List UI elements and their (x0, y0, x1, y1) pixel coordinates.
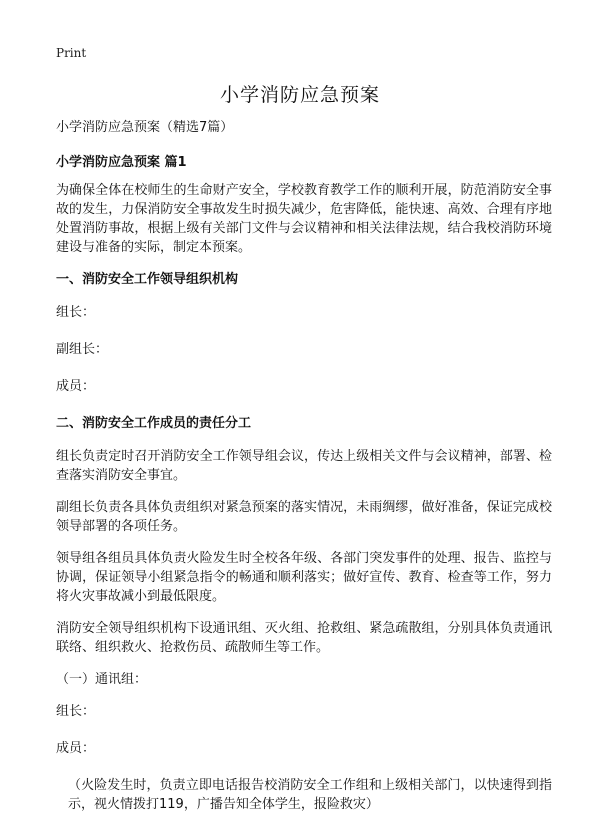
intro-paragraph: 为确保全体在校师生的生命财产安全，学校教育教学工作的顺利开展，防范消防安全事故的发生，力保消防安全事故发生时损失减少，危害降低，能快速、高效、合理有序地处置消防事故，根据上级有关部门文件与会议精神和相关法律法规，结合我校消防环境建设与准备的实际，制定本预案。 (56, 183, 552, 255)
subgroup-heading: （一）通讯组： (56, 672, 148, 687)
subgroup-member-field: 成员： (56, 741, 96, 756)
section-heading-2: 二、消防安全工作成员的责任分工 (56, 416, 252, 431)
print-link[interactable]: Print (56, 46, 87, 60)
note-paragraph: （火险发生时，负责立即电话报告校消防安全工作组和上级相关部门，以快速得到指示，视火情拨打119，广播告知全体学生，报险救灾） (68, 778, 552, 812)
subgroup-leader-field: 组长： (56, 704, 96, 719)
page-title: 小学消防应急预案 (219, 84, 380, 106)
paragraph-3: 领导组各组员具体负责火险发生时全校各年级、各部门突发事件的处理、报告、监控与协调，保证领导小组紧急指令的畅通和顺利落实；做好宣传、教育、检查等工作，努力将火灾事故减小到最低限度。 (56, 551, 552, 604)
paragraph-2: 副组长负责各具体负责组织对紧急预案的落实情况，未雨绸缪，做好准备，保证完成校领导部署的各项任务。 (56, 500, 552, 534)
section-heading-1: 一、消防安全工作领导组织机构 (56, 272, 239, 287)
paragraph-4: 消防安全领导组织机构下设通讯组、灭火组、抢救组、紧急疏散组，分别具体负责通讯联络、组织救火、抢救伤员、疏散师生等工作。 (56, 621, 552, 655)
document-subtitle: 小学消防应急预案（精选7篇） (56, 120, 234, 135)
paragraph-1: 组长负责定时召开消防安全工作领导组会议，传达上级相关文件与会议精神，部署、检查落实消防安全事宜。 (56, 449, 552, 483)
member-field: 成员： (56, 379, 96, 394)
leader-field: 组长： (56, 305, 96, 320)
section-title: 小学消防应急预案 篇1 (56, 155, 187, 170)
deputy-field: 副组长： (56, 342, 109, 357)
document-body (56, 118, 552, 814)
